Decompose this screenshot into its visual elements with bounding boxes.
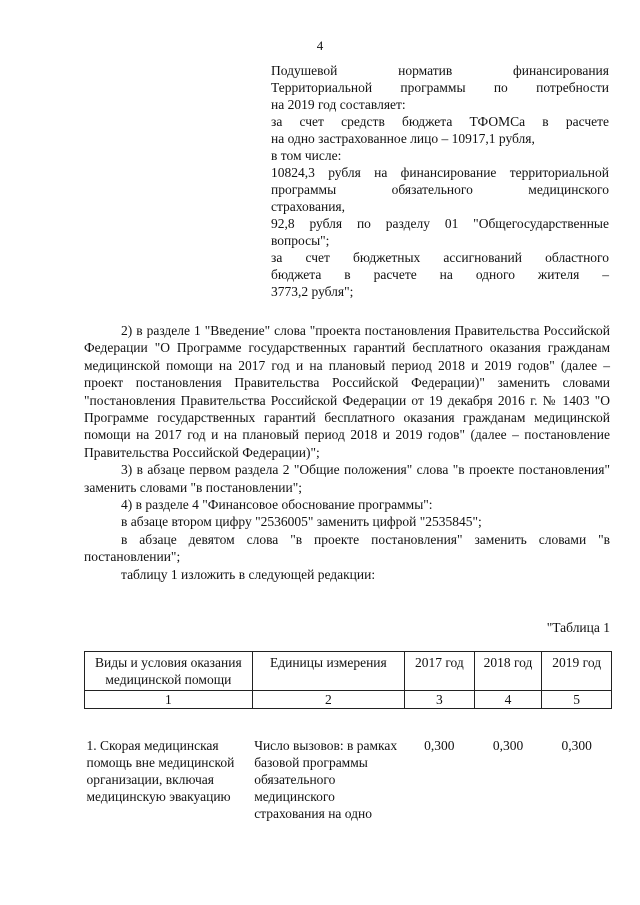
- table-1: [84, 651, 612, 824]
- paragraph-section-2: 3) в абзаце первом раздела 2 "Общие положения" слова "в проекте постановления" заменить словами "в постановлении";: [84, 462, 610, 495]
- subsection-line: страхования,: [271, 199, 346, 214]
- paragraph-abzac-9: в абзаце девятом слова "в проекте постановления" заменить словами "в постановлении";: [84, 531, 610, 565]
- table-header: Виды и условия оказания медицинской помощи: [85, 652, 253, 691]
- table-row: [85, 709, 612, 825]
- paragraph-section-4: 4) в разделе 4 "Финансовое обоснование программы":: [121, 497, 433, 513]
- column-number: 2: [252, 691, 404, 709]
- paragraph-section-1: 2) в разделе 1 "Введение" слова "проекта постановления Правительства Российской Федерации "О Программе государственных гарантий бесплатного оказания гражданам медицинской помощи на 2017 год и на плановый период 2018 и 2019 годов" (далее – проект постановления Правительства Российской Федерации)" заменить словами "постановления Правительства Российской Федерации от 19 декабря 2016 г. № 1403 "О Программе государственных гарантий бесплатного оказания гражданам медицинской помощи на 2017 год и на плановый период 2018 и 2019 годов" (далее – постановление Правительства Российской Федерации)";: [84, 323, 610, 460]
- subsection-line: 10824,3 рубля на финансирование территориальной: [271, 165, 609, 180]
- subsection-line: в том числе:: [271, 148, 342, 163]
- subsection-line: Территориальной программы по потребности: [271, 80, 609, 95]
- page-number: 4: [316, 38, 324, 53]
- amendments-text: [84, 322, 610, 583]
- value-2018-cell: 0,300: [492, 738, 524, 753]
- table-header: 2018 год: [474, 652, 542, 691]
- column-number: 3: [405, 691, 475, 709]
- value-2017-cell: 0,300: [424, 738, 455, 753]
- table-header: Единицы измерения: [252, 652, 404, 691]
- subsection-line: программы обязательного медицинского: [271, 182, 609, 197]
- column-number: 4: [474, 691, 542, 709]
- subsection-line: вопросы";: [271, 233, 330, 248]
- subsection-line: за счет бюджетных ассигнований областного: [271, 250, 609, 265]
- column-number: 5: [542, 691, 612, 709]
- table-header: 2017 год: [405, 652, 475, 691]
- table-header: 2019 год: [542, 652, 612, 691]
- value-2019-cell: 0,300: [561, 738, 592, 753]
- subsection-block: [271, 62, 609, 300]
- subsection-line: за счет средств бюджета ТФОМСа в расчете: [271, 114, 609, 129]
- subsection-line: на одно застрахованное лицо – 10917,1 рубля,: [271, 131, 535, 146]
- subsection-line: 3773,2 рубля";: [271, 284, 354, 299]
- subsection-line: на 2019 год составляет:: [271, 97, 406, 112]
- subsection-line: бюджета в расчете на одного жителя –: [271, 267, 609, 282]
- column-number: 1: [85, 691, 253, 709]
- unit-cell: Число вызовов: в рамках базовой программы обязательного медицинского страхования на одно: [254, 738, 398, 821]
- subsection-line: Подушевой норматив финансирования: [271, 63, 609, 78]
- subsection-line: 92,8 рубля по разделу 01 "Общегосударственные: [271, 216, 609, 231]
- paragraph-table-intro: таблицу 1 изложить в следующей редакции:: [121, 566, 376, 582]
- care-type-cell: 1. Скорая медицинская помощь вне медицинской организации, включая медицинскую эвакуацию: [86, 738, 235, 804]
- paragraph-abzac-2: в абзаце втором цифру "2536005" заменить цифрой "2535845";: [121, 514, 482, 530]
- table-caption: "Таблица 1: [546, 620, 610, 635]
- column-number-row: [85, 691, 612, 709]
